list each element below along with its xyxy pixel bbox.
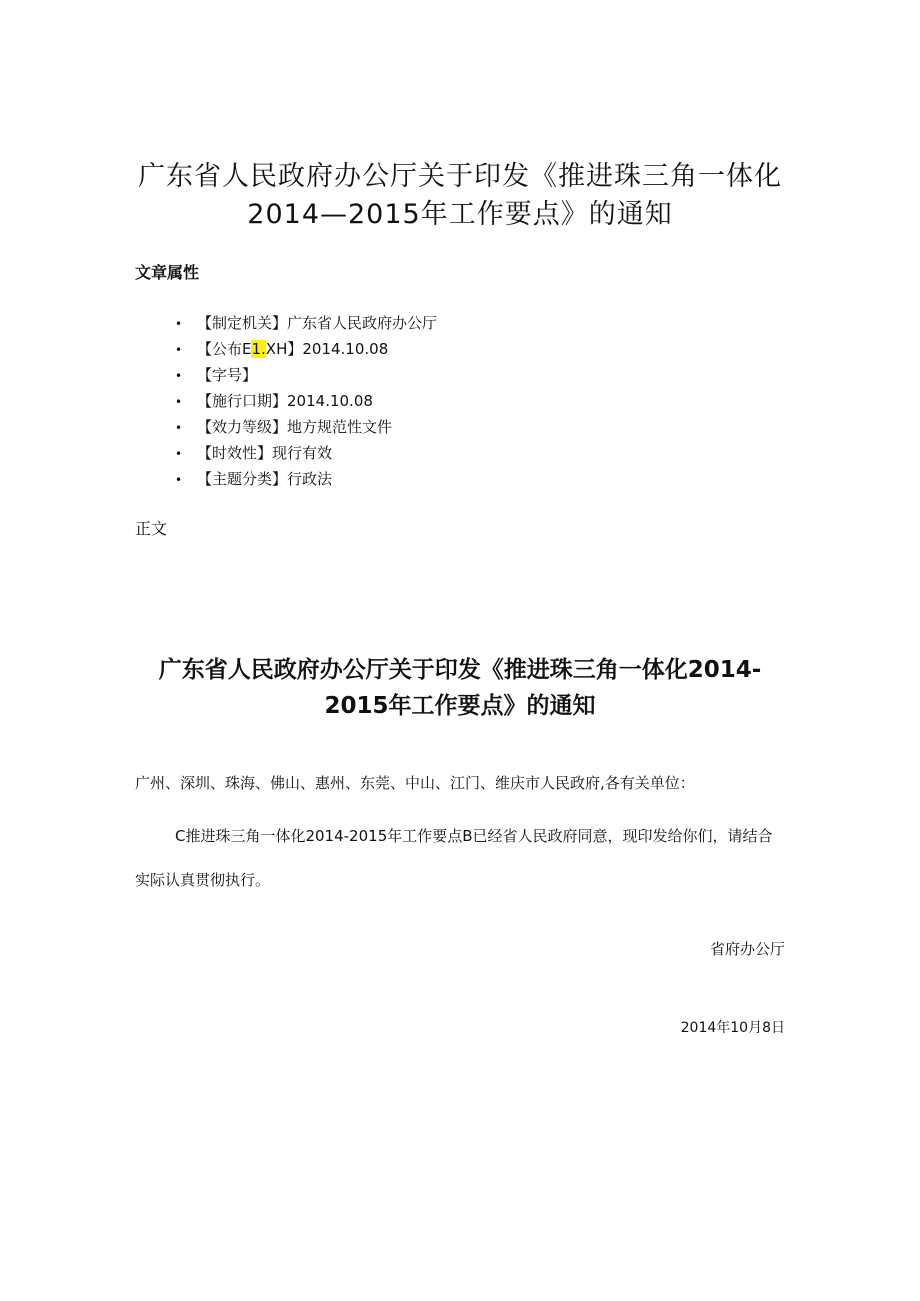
attribute-subject-category <box>175 466 437 492</box>
attributes-label: 文章属性 <box>135 263 200 282</box>
bullet-icon: • <box>175 343 183 357</box>
bullet-icon: • <box>175 395 183 409</box>
notice-title-line-1: 广东省人民政府办公厅关于印发《推进珠三角一体化2014- <box>158 657 762 683</box>
attribute-value: 2014.10.08 <box>302 340 389 358</box>
notice-signature: 省府办公厅 <box>709 940 785 958</box>
body-label: 正文 <box>135 519 168 538</box>
bullet-icon: • <box>175 317 183 331</box>
highlighted-text: 1. <box>251 340 266 358</box>
attribute-value: 地方规范性文件 <box>287 418 393 436</box>
attribute-effective-date <box>175 388 437 414</box>
attributes-list <box>175 310 437 492</box>
attribute-value: 2014.10.08 <box>287 392 373 410</box>
bullet-icon: • <box>175 369 183 383</box>
attribute-issuing-authority <box>175 310 437 336</box>
attribute-value: 现行有效 <box>272 444 333 462</box>
document-title-line-1: 广东省人民政府办公厅关于印发《推进珠三角一体化 <box>138 161 782 192</box>
notice-paragraph: C推进珠三角一体化2014-2015年工作要点B已经省人民政府同意，现印发给你们，请结合实际认真贯彻执行。 <box>135 827 773 889</box>
bullet-icon: • <box>175 447 183 461</box>
attribute-key: 【效力等级】 <box>197 418 288 436</box>
bullet-icon: • <box>175 421 183 435</box>
notice-addressee: 广州、深圳、珠海、佛山、惠州、东莞、中山、江门、维庆市人民政府,各有关单位： <box>135 774 695 792</box>
attribute-value: 广东省人民政府办公厅 <box>287 314 438 332</box>
bullet-icon: • <box>175 473 183 487</box>
notice-date: 2014年10月8日 <box>680 1020 785 1036</box>
attribute-key: 【制定机关】 <box>197 314 288 332</box>
attribute-value: 行政法 <box>287 470 333 488</box>
attribute-key: 【公布E <box>197 340 252 358</box>
attribute-key: 【时效性】 <box>197 444 273 462</box>
document-title <box>60 158 860 234</box>
attribute-publish-date <box>175 336 437 362</box>
document-title-line-2: 2014—2015年工作要点》的通知 <box>247 199 673 230</box>
attribute-validity <box>175 440 437 466</box>
attribute-key-rest: XH】 <box>265 340 303 358</box>
notice-title <box>60 652 860 724</box>
attribute-key: 【字号】 <box>197 366 258 384</box>
attribute-key: 【主题分类】 <box>197 470 288 488</box>
attribute-document-number <box>175 362 437 388</box>
attribute-legal-level <box>175 414 437 440</box>
notice-title-line-2: 2015年工作要点》的通知 <box>324 693 596 719</box>
attribute-key: 【施行口期】 <box>197 392 288 410</box>
